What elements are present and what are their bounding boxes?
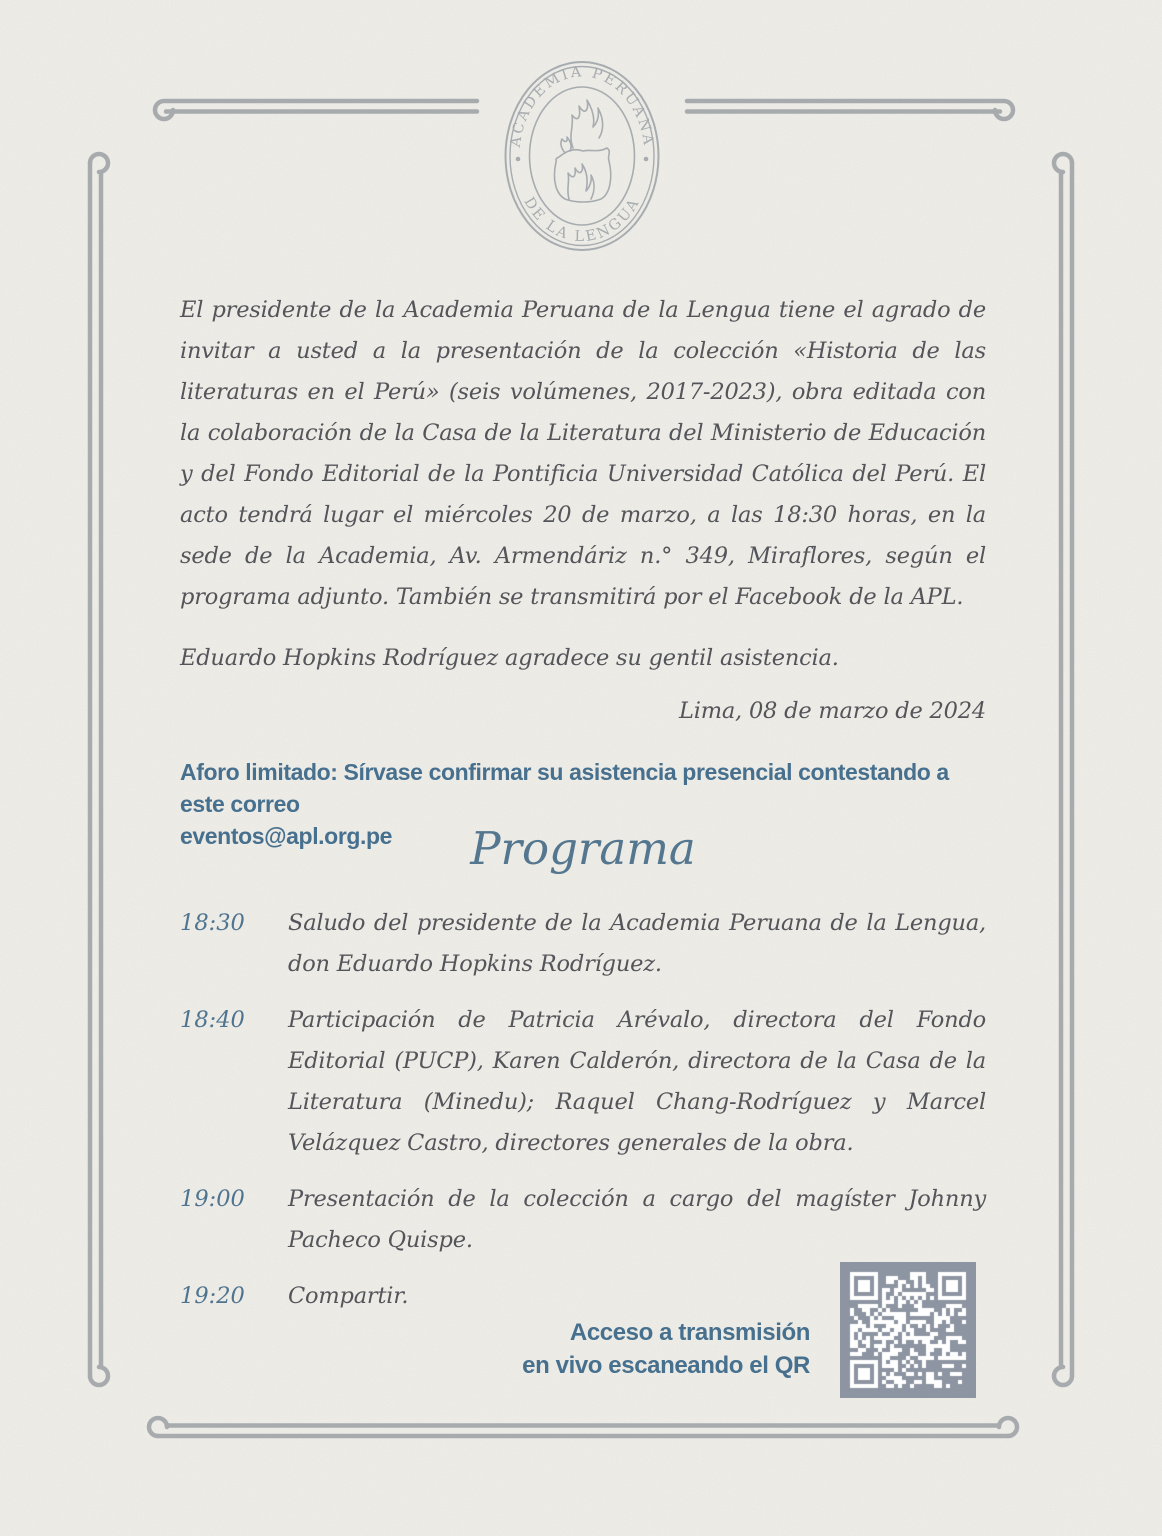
border-top-right-outer <box>687 101 1013 119</box>
program-item-time: 19:00 <box>180 1186 245 1212</box>
rsvp-email-link[interactable]: eventos@apl.org.pe <box>180 823 393 849</box>
seal-left-dot <box>516 157 521 162</box>
program-item <box>180 1000 986 1164</box>
program-item-text: Compartir. <box>288 1283 409 1309</box>
seal-inner-ring <box>530 87 635 225</box>
seal-outer-ring <box>506 62 659 250</box>
program-item-time: 18:40 <box>180 1007 245 1033</box>
seal-brazier-flames-icon <box>554 100 610 202</box>
border-left-bottom-curl <box>90 1367 108 1385</box>
border-bottom-left-curl <box>149 1418 167 1436</box>
closing-line: Eduardo Hopkins Rodríguez agradece su gentil asistencia. <box>180 645 839 671</box>
program-item-text: Participación de Patricia Arévalo, directora del Fondo Editorial (PUCP), Karen Calderón, directora de la Casa de la Literatura (Minedu); Raquel Chang-Rodríguez y Marcel Velázquez Castro, directores generales de la obra. <box>288 1007 986 1156</box>
qr-caption <box>460 1316 810 1382</box>
program-item <box>180 1179 986 1261</box>
border-bottom-right-curl <box>999 1418 1017 1436</box>
border-right-bottom-curl <box>1054 1367 1072 1385</box>
seal-right-dot <box>644 157 649 162</box>
border-right-top-curl <box>1054 154 1072 172</box>
rsvp-text: Aforo limitado: Sírvase confirmar su asistencia presencial contestando a este correo <box>180 759 949 817</box>
invitation-body: El presidente de la Academia Peruana de la Lengua tiene el agrado de invitar a usted a la presentación de la colección «Historia de las literaturas en el Perú» (seis volúmenes, 2017-2023), obra editada con la colaboración de la Casa de la Literatura del Ministerio de Educación y del Fondo Editorial de la Pontificia Universidad Católica del Perú. El acto tendrá lugar el miércoles 20 de marzo, a las 18:30 horas, en la sede de la Academia, Av. Armendáriz n.° 349, Miraflores, según el programa adjunto. También se transmitirá por el Facebook de la APL. <box>180 297 986 610</box>
qr-caption-line2: en vivo escaneando el QR <box>522 1352 810 1379</box>
seal-bottom-text: DE LA LENGUA <box>520 194 644 246</box>
date-line: Lima, 08 de marzo de 2024 <box>678 698 986 724</box>
invitation-text-block <box>180 290 986 852</box>
program-item-time: 18:30 <box>180 910 245 936</box>
program-title: Programa <box>470 822 696 875</box>
qr-caption-line1: Acceso a transmisión <box>569 1319 810 1346</box>
program-item-text: Saludo del presidente de la Academia Peruana de la Lengua, don Eduardo Hopkins Rodríguez. <box>288 910 986 977</box>
program-item-time: 19:20 <box>180 1283 245 1309</box>
border-left-top-curl <box>90 154 108 172</box>
seal-top-text: ACADEMIA PERUANA <box>507 64 657 149</box>
border-top-left-outer <box>155 101 477 119</box>
program-item <box>180 903 986 985</box>
program-item-text: Presentación de la colección a cargo del magíster Johnny Pacheco Quispe. <box>288 1186 986 1253</box>
apl-seal-logo <box>503 58 661 254</box>
qr-code <box>840 1262 976 1398</box>
